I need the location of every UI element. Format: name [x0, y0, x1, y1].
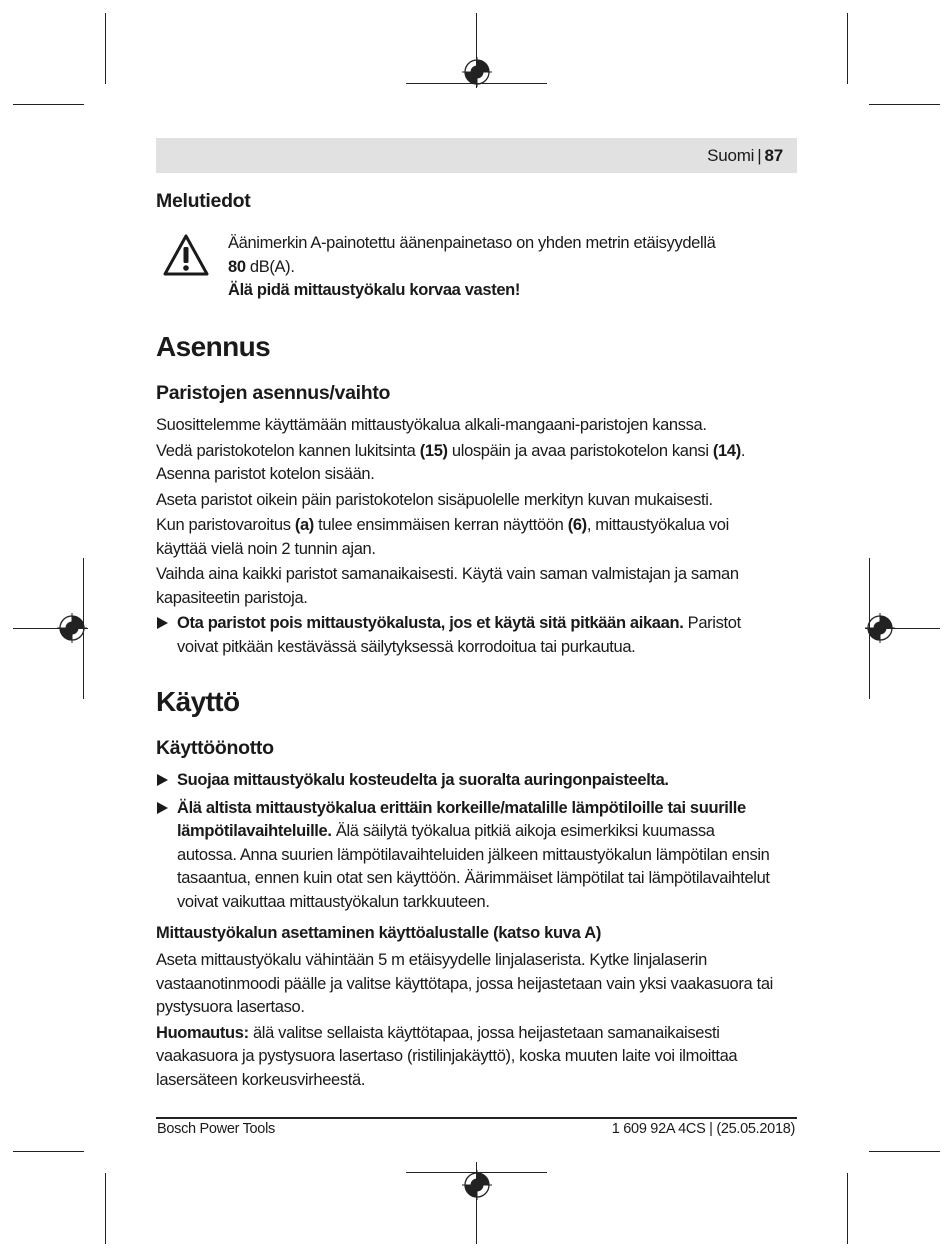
bullet-arrow-icon [157, 774, 168, 786]
bullet-line: voivat pitkään kestävässä säilytyksessä korrodoitua tai purkautua. [177, 637, 636, 656]
crop-mark [105, 1173, 106, 1244]
ref: (15) [419, 441, 448, 460]
section-title: Asennus [156, 331, 271, 362]
setup-heading: Mittaustyökalun asettaminen käyttöalustalle (katso kuva A) [156, 924, 602, 942]
bullet-line: tasaantua, ennen kuin otat sen käyttöön. Äärimmäiset lämpötilat tai lämpötilavaihtelut [177, 869, 770, 887]
battery-body [156, 414, 798, 659]
footer-doc-number: 1 609 92A 4CS | (25.05.2018) [611, 1121, 795, 1137]
ref: (a) [294, 516, 314, 534]
bullet-arrow-icon [157, 617, 168, 629]
setup-body [156, 949, 798, 1092]
crop-mark [847, 1173, 848, 1244]
paragraph-line: Asenna paristot kotelon sisään. [156, 465, 375, 483]
noise-text [228, 232, 798, 303]
noise-heading: Melutiedot [156, 190, 251, 212]
warning-triangle-icon [162, 232, 210, 278]
text: ulospäin ja avaa paristokotelon kansi [447, 441, 713, 460]
registration-mark-icon [865, 613, 895, 643]
noise-unit: dB(A). [245, 257, 295, 276]
section-asennus [156, 331, 798, 363]
note-label: Huomautus: [156, 1023, 249, 1042]
paragraph-line: käyttää vielä noin 2 tunnin ajan. [156, 539, 376, 558]
subheading: Paristojen asennus/vaihto [156, 382, 391, 404]
text: tulee ensimmäisen kerran näyttöön [313, 516, 568, 534]
note-paragraph [156, 1022, 798, 1046]
noise-warning-text: Älä pidä mittaustyökalu korvaa vasten! [228, 281, 521, 299]
bullet-item [156, 612, 798, 659]
bullet-text [177, 769, 798, 793]
noise-value: 80 [228, 257, 246, 276]
text: Vedä paristokotelon kannen lukitsinta [156, 441, 420, 460]
crop-mark [13, 1151, 84, 1152]
bullet-line [177, 820, 798, 844]
page-number: 87 [764, 146, 783, 165]
bullet-item [156, 769, 798, 793]
paragraph-line: pystysuora lasertaso. [156, 998, 305, 1016]
section-title: Käyttö [156, 686, 240, 717]
footer-publisher: Bosch Power Tools [157, 1121, 275, 1137]
bold-text: Ota paristot pois mittaustyökalusta, jos et käytä sitä pitkään aikaan. [177, 614, 684, 632]
crop-mark [847, 13, 848, 84]
noise-line: Äänimerkin A-painotettu äänenpainetaso on yhden metrin etäisyydellä [228, 234, 716, 252]
paragraph-line: kapasiteetin paristoja. [156, 588, 308, 607]
bullet-text [177, 612, 798, 636]
subheading: Käyttöönotto [156, 737, 274, 759]
header-text [707, 146, 783, 166]
bullet-item [156, 797, 798, 915]
ref: (6) [567, 516, 587, 534]
registration-mark-icon [462, 57, 492, 87]
crop-mark [13, 104, 84, 105]
text: , mittaustyökalua voi [586, 516, 729, 534]
crop-mark [105, 13, 106, 84]
bold-text: Älä altista mittaustyökalua erittäin korkeille/matalille lämpötiloille tai suurille [177, 798, 746, 817]
registration-mark-icon [462, 1170, 492, 1200]
battery-heading-block [156, 382, 798, 405]
paragraph [156, 440, 798, 464]
header-section: Suomi [707, 146, 755, 165]
text: Kun paristovaroitus [156, 516, 295, 534]
footer-rule [156, 1117, 797, 1119]
paragraph: Vaihda aina kaikki paristot samanaikaisesti. Käytä vain saman valmistajan ja saman [156, 565, 739, 583]
paragraph-line: vaakasuora ja pystysuora lasertaso (ristilinjakäyttö), koska muuten laite voi ilmoittaa [156, 1047, 738, 1065]
header-separator: | [757, 146, 762, 165]
text: älä valitse sellaista käyttötapaa, jossa heijastetaan samanaikaisesti [248, 1023, 720, 1042]
paragraph: Suosittelemme käyttämään mittaustyökalua alkali-mangaani-paristojen kanssa. [156, 416, 707, 434]
page-header [156, 138, 797, 173]
ref: (14) [712, 441, 741, 460]
bullet-arrow-icon [157, 802, 168, 814]
crop-mark [869, 104, 940, 105]
crop-mark [869, 1151, 940, 1152]
paragraph [156, 514, 798, 538]
bullet-text [177, 797, 798, 821]
bullet-line: autossa. Anna suurien lämpötilavaihteluiden jälkeen mittaustyökalun lämpötilan ensin [177, 845, 770, 864]
paragraph-line: vastaanotinmoodi päälle ja valitse käyttötapa, jossa heijastetaan vain yksi vaakasuora tai [156, 974, 773, 993]
startup-heading-block [156, 737, 798, 760]
paragraph: Aseta mittaustyökalu vähintään 5 m etäisyydelle linjalaserista. Kytke linjalaserin [156, 951, 707, 969]
registration-mark-icon [57, 613, 87, 643]
text: Paristot [683, 614, 741, 632]
noise-warning [228, 279, 798, 303]
paragraph: Aseta paristot oikein päin paristokotelon sisäpuolelle merkityn kuvan mukaisesti. [156, 490, 713, 509]
bold-text: Suojaa mittaustyökalu kosteudelta ja suoralta auringonpaisteelta. [177, 771, 669, 789]
text: . [740, 441, 746, 460]
paragraph-line: lasersäteen korkeusvirheestä. [156, 1070, 366, 1089]
setup-heading-block [156, 924, 798, 943]
text: Älä säilytä työkalua pitkiä aikoja esimerkiksi kuumassa [331, 822, 715, 840]
startup-body [156, 769, 798, 914]
bold-text: lämpötilavaihteluille. [177, 822, 332, 840]
bullet-line: voivat vaikuttaa mittaustyökalun tarkkuuteen. [177, 892, 490, 911]
noise-level [228, 256, 798, 280]
noise-heading-block [156, 190, 798, 213]
section-kaytto [156, 686, 798, 718]
